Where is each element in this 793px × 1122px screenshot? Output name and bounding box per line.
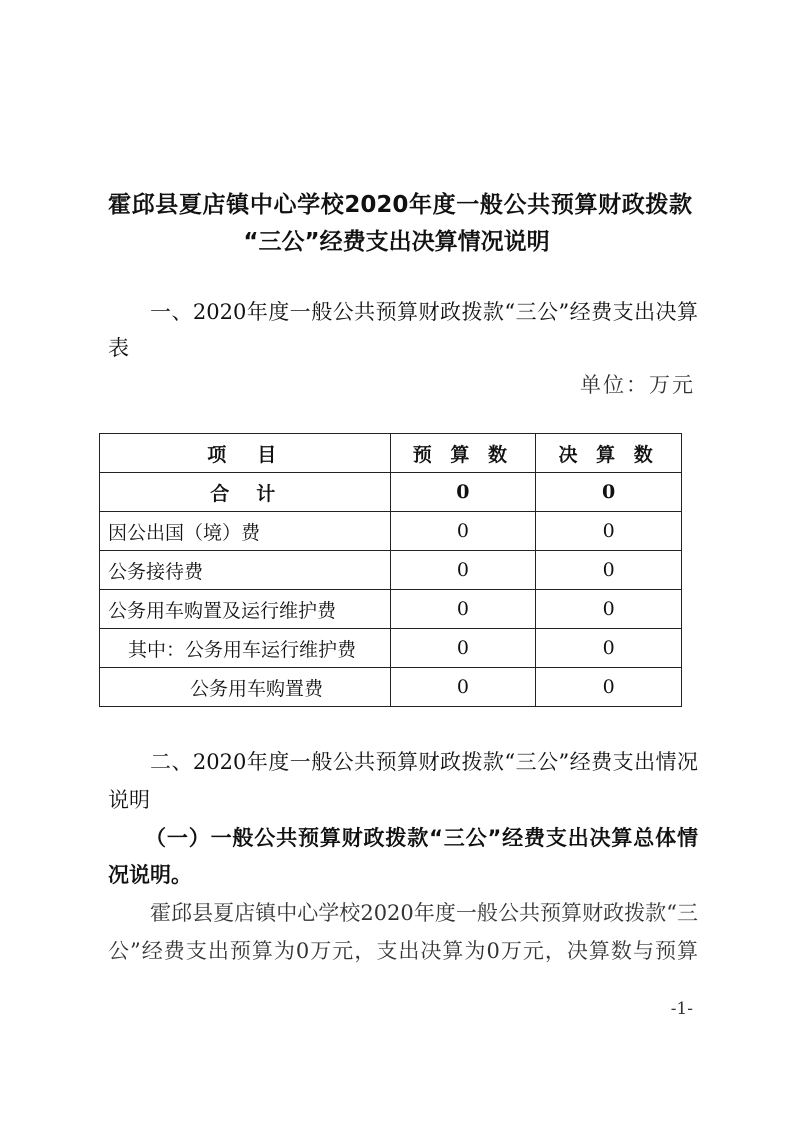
header-budget: 预 算 数 [390,434,536,473]
table-row [100,668,682,707]
section2-heading: 二、2020年度一般公共预算财政拨款“三公”经费支出情况 [150,750,698,774]
row-item: 公务用车购置及运行维护费 [100,590,391,629]
title-line-1: 霍邱县夏店镇中心学校2020年度一般公共预算财政拨款 [108,192,692,218]
page-number: -1- [670,999,693,1019]
row-budget: 0 [390,551,536,590]
table-row [100,551,682,590]
table-row [100,590,682,629]
row-budget: 0 [390,512,536,551]
title-line-2: “三公”经费支出决算情况说明 [243,229,550,255]
row-item: 公务用车购置费 [100,668,391,707]
row-budget: 0 [390,629,536,668]
row-final: 0 [536,512,682,551]
row-item: 因公出国（境）费 [100,512,391,551]
row-item: 其中：公务用车运行维护费 [100,629,391,668]
subsection-heading-cont: 况说明。 [108,863,192,887]
header-final: 决 算 数 [536,434,682,473]
row-final: 0 [536,590,682,629]
row-final: 0 [536,629,682,668]
row-final: 0 [536,473,682,512]
unit-label: 单位：万元 [580,373,695,397]
subsection-heading: （一）一般公共预算财政拨款“三公”经费支出决算总体情 [145,826,698,850]
table-row [100,512,682,551]
section2-heading-cont: 说明 [108,788,150,812]
header-item: 项 目 [100,434,391,473]
section1-heading: 一、2020年度一般公共预算财政拨款“三公”经费支出决算 [150,300,698,324]
row-budget: 0 [390,473,536,512]
section1-heading-cont: 表 [108,336,129,360]
table-row-total [100,473,682,512]
row-item: 公务接待费 [100,551,391,590]
table-row [100,629,682,668]
paragraph-line: 霍邱县夏店镇中心学校2020年度一般公共预算财政拨款“三 [150,901,698,925]
row-budget: 0 [390,668,536,707]
three-public-expenses-table [99,433,682,707]
row-budget: 0 [390,590,536,629]
row-item: 合 计 [100,473,391,512]
paragraph-line: 公”经费支出预算为0万元，支出决算为0万元，决算数与预算 [108,939,698,963]
row-final: 0 [536,551,682,590]
row-final: 0 [536,668,682,707]
table-header-row [100,434,682,473]
